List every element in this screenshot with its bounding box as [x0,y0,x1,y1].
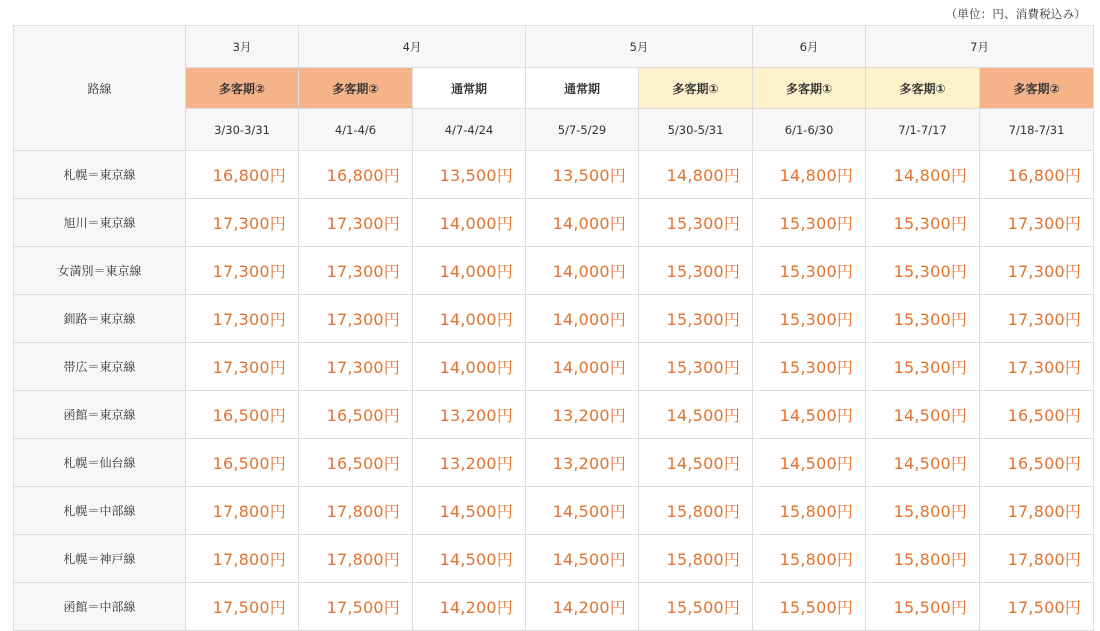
fare-price-cell: 15,800円 [639,535,753,583]
fare-price-cell: 15,300円 [639,247,753,295]
table-row [14,487,1094,535]
period-header: 多客期① [639,68,753,109]
route-name-cell: 函館＝中部線 [14,583,186,631]
route-name-cell: 札幌＝神戸線 [14,535,186,583]
period-header: 多客期② [980,68,1094,109]
fare-table [13,25,1094,631]
route-name-cell: 函館＝東京線 [14,391,186,439]
fare-price-cell: 17,300円 [186,247,299,295]
fare-price-cell: 17,500円 [186,583,299,631]
month-header: 7月 [866,26,1094,68]
fare-price-cell: 13,200円 [413,391,526,439]
fare-price-cell: 14,800円 [866,151,980,199]
fare-price-cell: 14,000円 [413,199,526,247]
fare-price-cell: 14,200円 [413,583,526,631]
fare-price-cell: 17,300円 [186,295,299,343]
fare-price-cell: 17,300円 [980,199,1094,247]
route-name-cell: 釧路＝東京線 [14,295,186,343]
fare-price-cell: 15,300円 [753,295,866,343]
fare-price-cell: 16,800円 [299,151,413,199]
fare-price-cell: 14,500円 [526,535,639,583]
fare-price-cell: 13,500円 [413,151,526,199]
fare-price-cell: 16,500円 [186,391,299,439]
period-header: 多客期② [299,68,413,109]
fare-price-cell: 14,500円 [753,439,866,487]
fare-price-cell: 15,300円 [639,343,753,391]
fare-price-cell: 16,500円 [980,391,1094,439]
period-header: 通常期 [526,68,639,109]
fare-price-cell: 16,800円 [980,151,1094,199]
date-range-header: 7/1-7/17 [866,109,980,151]
fare-price-cell: 17,500円 [299,583,413,631]
fare-price-cell: 15,800円 [753,487,866,535]
fare-price-cell: 15,300円 [753,343,866,391]
fare-price-cell: 17,300円 [299,247,413,295]
fare-price-cell: 16,500円 [299,391,413,439]
fare-price-cell: 17,800円 [299,487,413,535]
date-range-header: 4/7-4/24 [413,109,526,151]
fare-price-cell: 14,500円 [753,391,866,439]
table-row [14,151,1094,199]
fare-price-cell: 17,300円 [299,295,413,343]
table-row [14,391,1094,439]
fare-price-cell: 14,500円 [866,439,980,487]
fare-price-cell: 16,800円 [186,151,299,199]
date-range-header: 7/18-7/31 [980,109,1094,151]
fare-price-cell: 17,800円 [980,487,1094,535]
fare-price-cell: 14,500円 [526,487,639,535]
table-row [14,583,1094,631]
period-header: 多客期② [186,68,299,109]
fare-price-cell: 16,500円 [186,439,299,487]
fare-price-cell: 15,300円 [866,343,980,391]
route-name-cell: 札幌＝仙台線 [14,439,186,487]
fare-price-cell: 14,500円 [639,391,753,439]
month-header: 3月 [186,26,299,68]
fare-price-cell: 15,800円 [866,535,980,583]
fare-price-cell: 14,000円 [526,247,639,295]
table-row [14,439,1094,487]
fare-price-cell: 14,200円 [526,583,639,631]
route-name-cell: 札幌＝東京線 [14,151,186,199]
month-header-row [14,26,1094,68]
fare-price-cell: 14,000円 [526,295,639,343]
fare-price-cell: 14,500円 [413,535,526,583]
date-range-header: 3/30-3/31 [186,109,299,151]
route-name-cell: 女満別＝東京線 [14,247,186,295]
fare-price-cell: 14,500円 [639,439,753,487]
fare-price-cell: 17,800円 [980,535,1094,583]
fare-price-cell: 13,200円 [526,439,639,487]
fare-price-cell: 13,200円 [413,439,526,487]
fare-price-cell: 14,500円 [866,391,980,439]
period-header: 通常期 [413,68,526,109]
fare-price-cell: 17,300円 [980,343,1094,391]
fare-price-cell: 14,000円 [413,247,526,295]
fare-price-cell: 14,500円 [413,487,526,535]
unit-note: （単位：円、消費税込み） [945,7,1086,21]
fare-price-cell: 15,300円 [753,247,866,295]
route-name-cell: 札幌＝中部線 [14,487,186,535]
table-row [14,247,1094,295]
fare-price-cell: 16,500円 [299,439,413,487]
fare-price-cell: 17,800円 [186,535,299,583]
date-range-header: 5/7-5/29 [526,109,639,151]
fare-price-cell: 17,300円 [186,199,299,247]
fare-price-cell: 17,800円 [299,535,413,583]
fare-price-cell: 15,800円 [753,535,866,583]
fare-price-cell: 14,000円 [526,343,639,391]
fare-price-cell: 17,500円 [980,583,1094,631]
fare-price-cell: 15,300円 [753,199,866,247]
fare-price-cell: 14,800円 [753,151,866,199]
fare-price-cell: 15,300円 [866,295,980,343]
month-header: 6月 [753,26,866,68]
fare-price-cell: 13,200円 [526,391,639,439]
fare-price-cell: 17,300円 [980,247,1094,295]
table-row [14,199,1094,247]
fare-price-cell: 15,500円 [753,583,866,631]
fare-price-cell: 17,300円 [299,343,413,391]
month-header: 5月 [526,26,753,68]
table-row [14,343,1094,391]
fare-price-cell: 13,500円 [526,151,639,199]
fare-price-cell: 17,300円 [186,343,299,391]
fare-price-cell: 17,800円 [186,487,299,535]
fare-price-cell: 14,000円 [413,343,526,391]
fare-price-cell: 15,300円 [639,295,753,343]
fare-price-cell: 14,000円 [526,199,639,247]
fare-price-cell: 15,800円 [639,487,753,535]
month-header: 4月 [299,26,526,68]
period-header: 多客期① [866,68,980,109]
date-range-header: 6/1-6/30 [753,109,866,151]
route-name-cell: 帯広＝東京線 [14,343,186,391]
date-range-header: 5/30-5/31 [639,109,753,151]
fare-price-cell: 15,500円 [866,583,980,631]
route-column-header: 路線 [14,26,186,151]
fare-table-body [14,26,1094,631]
fare-price-cell: 15,800円 [866,487,980,535]
date-range-header: 4/1-4/6 [299,109,413,151]
route-name-cell: 旭川＝東京線 [14,199,186,247]
fare-price-cell: 15,300円 [866,199,980,247]
fare-price-cell: 15,300円 [639,199,753,247]
fare-price-cell: 17,300円 [980,295,1094,343]
fare-price-cell: 15,500円 [639,583,753,631]
table-row [14,295,1094,343]
fare-price-cell: 17,300円 [299,199,413,247]
table-row [14,535,1094,583]
fare-price-cell: 14,800円 [639,151,753,199]
fare-price-cell: 14,000円 [413,295,526,343]
fare-price-cell: 15,300円 [866,247,980,295]
period-header: 多客期① [753,68,866,109]
fare-price-cell: 16,500円 [980,439,1094,487]
